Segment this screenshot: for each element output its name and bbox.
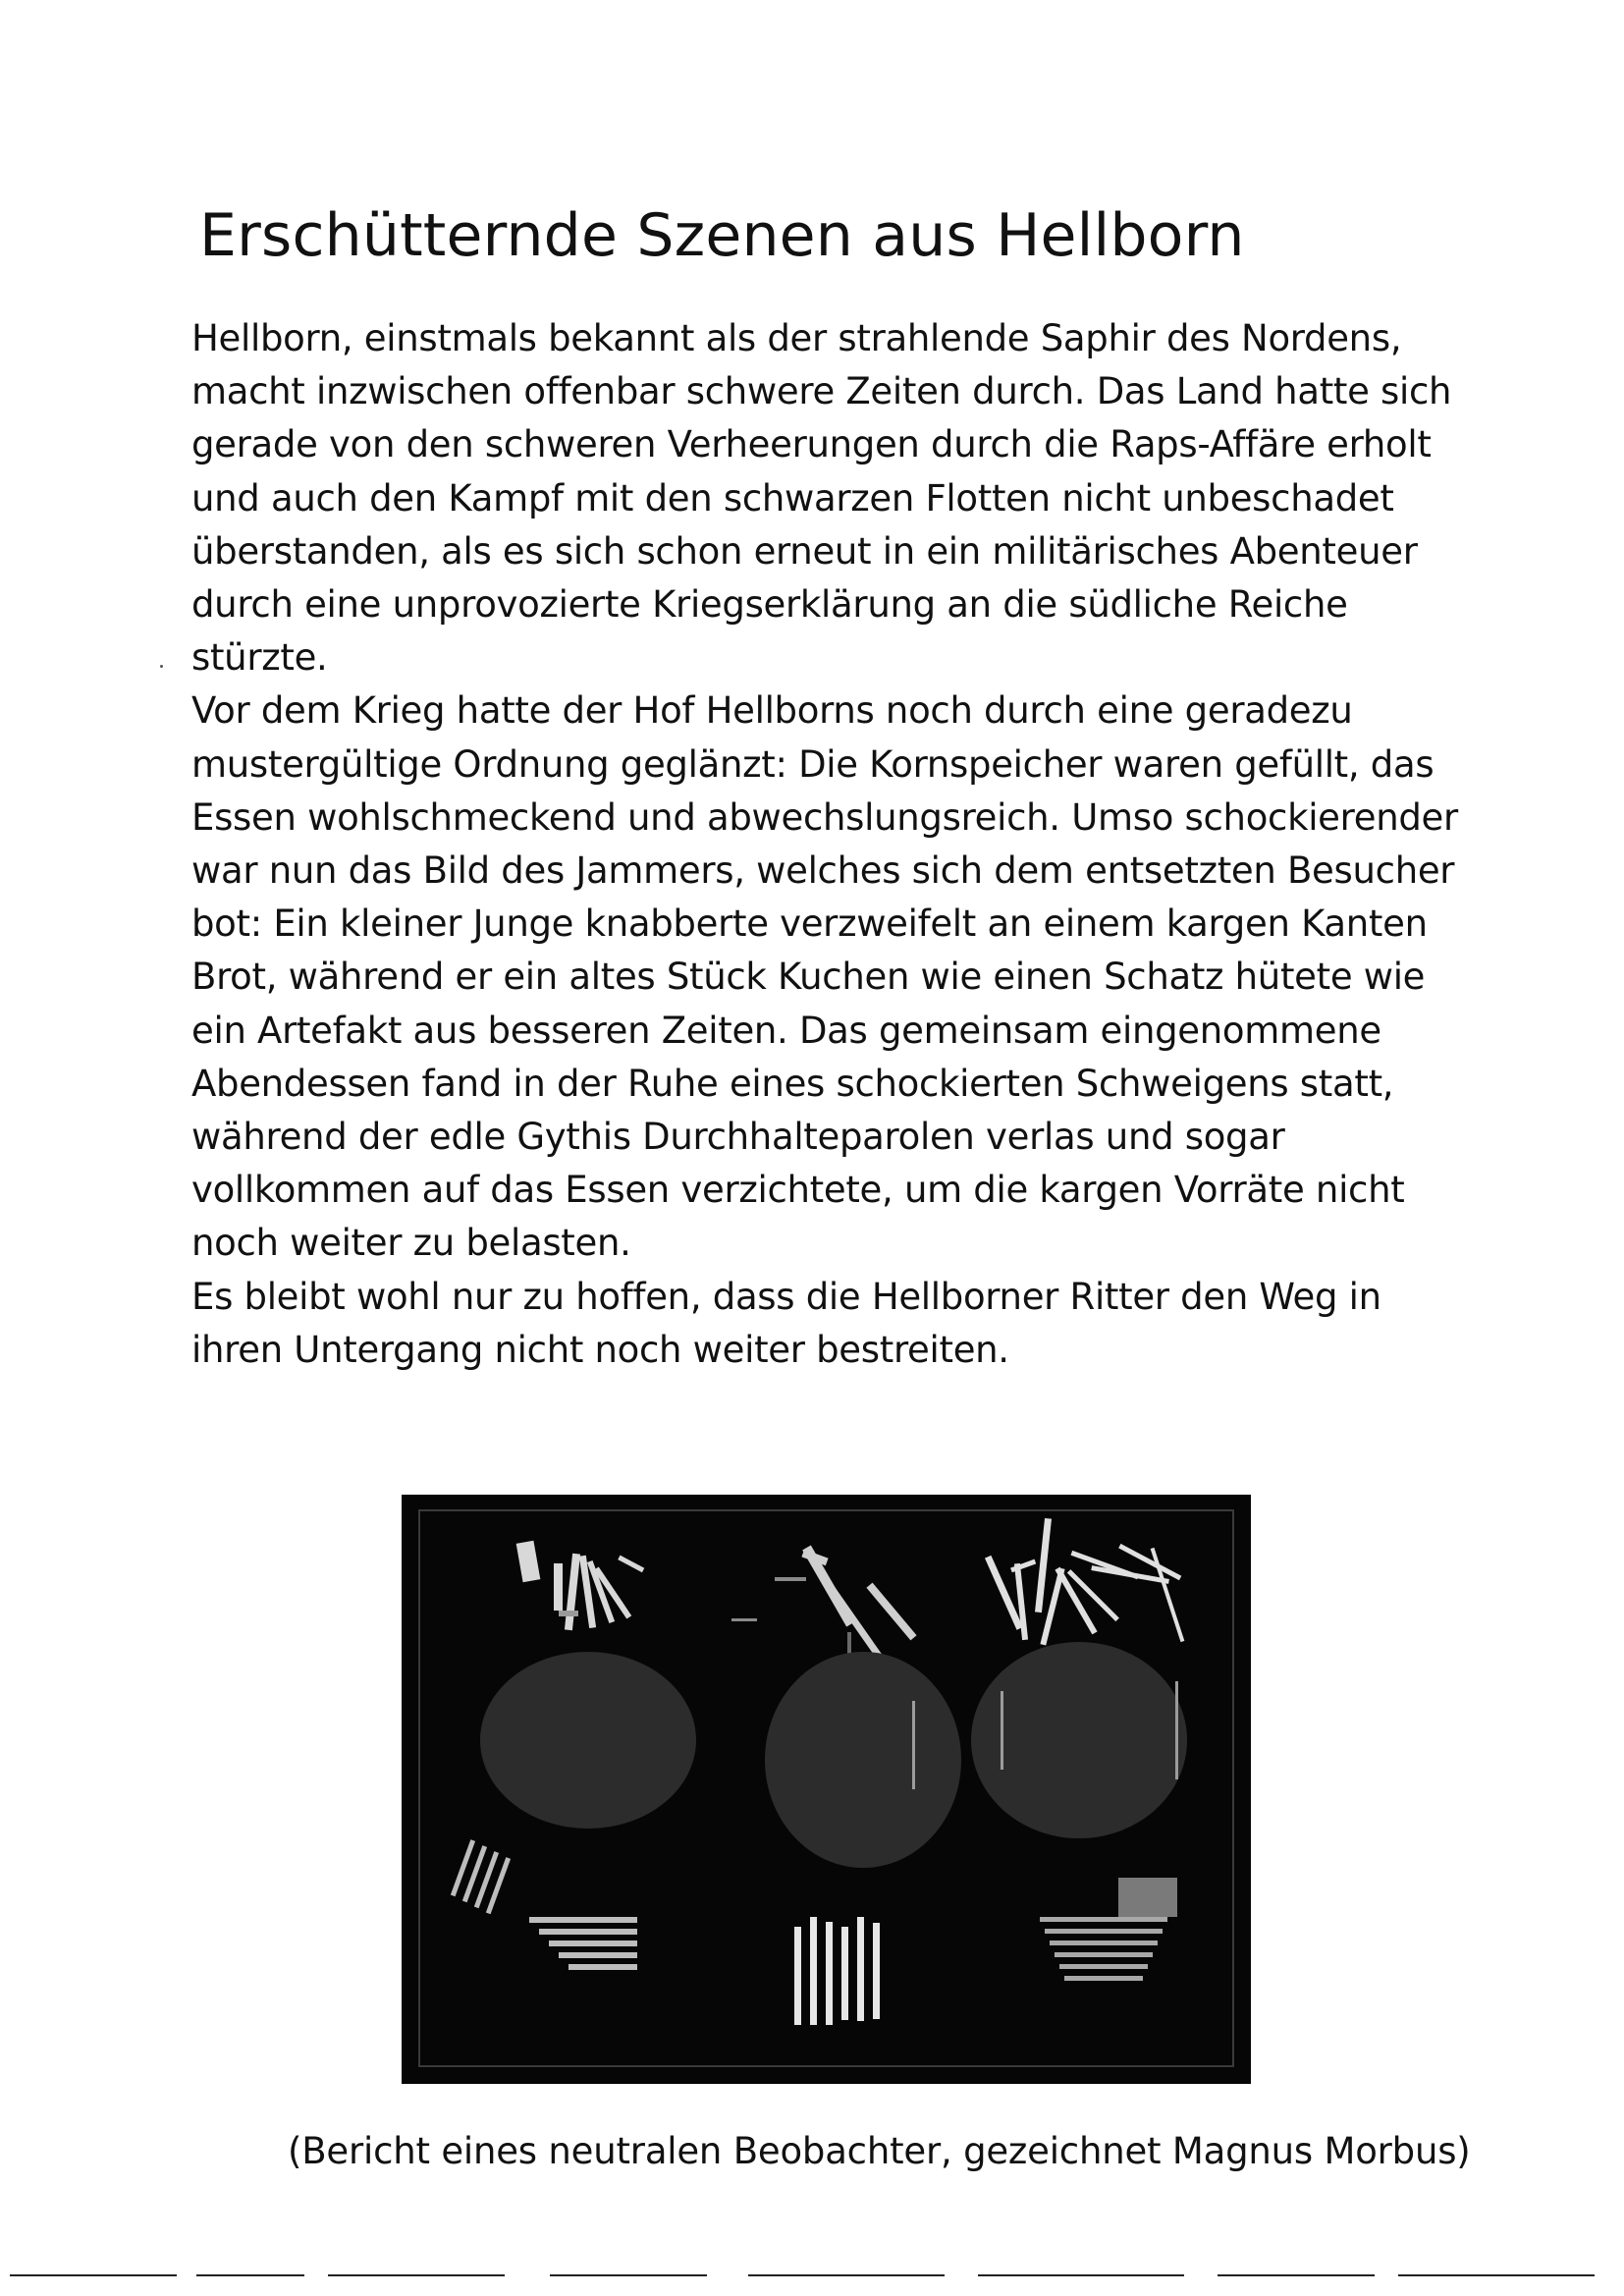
body-line: macht inzwischen offenbar schwere Zeiten durch. Das Land hatte sich [191,370,1452,413]
article-caption: (Bericht eines neutralen Beobachter, gezeichnet Magnus Morbus) [288,2130,1471,2172]
scan-speck [160,665,163,668]
body-line: noch weiter zu belasten. [191,1222,631,1265]
body-line: Essen wohlschmeckend und abwechslungsreich. Umso schockierender [191,795,1458,839]
body-line: Abendessen fand in der Ruhe eines schockierten Schweigens statt, [191,1062,1394,1105]
body-line: und auch den Kampf mit den schwarzen Flotten nicht unbeschadet [191,476,1394,519]
article-body [191,312,1488,1377]
body-line: bot: Ein kleiner Junge knabberte verzweifelt an einem kargen Kanten [191,902,1428,946]
body-line: Brot, während er ein altes Stück Kuchen wie einen Schatz hütete wie [191,956,1426,999]
body-line: Vor dem Krieg hatte der Hof Hellborns noch durch eine geradezu [191,689,1353,733]
body-line: durch eine unprovozierte Kriegserklärung an die südliche Reiche [191,583,1348,627]
scan-edge-lines [0,2274,1624,2278]
body-line: war nun das Bild des Jammers, welches sich dem entsetzten Besucher [191,849,1455,893]
article-title: Erschütternde Szenen aus Hellborn [199,201,1245,270]
body-line: überstanden, als es sich schon erneut in ein militärisches Abenteuer [191,529,1418,573]
body-line: mustergültige Ordnung geglänzt: Die Kornspeicher waren gefüllt, das [191,742,1435,786]
body-line: stürzte. [191,636,328,680]
body-line: Hellborn, einstmals bekannt als der strahlende Saphir des Nordens, [191,317,1402,359]
scene-photo [402,1495,1251,2084]
body-line: ein Artefakt aus besseren Zeiten. Das gemeinsam eingenommene [191,1009,1381,1052]
body-line: während der edle Gythis Durchhalteparolen verlas und sogar [191,1116,1285,1159]
body-line: vollkommen auf das Essen verzichtete, um die kargen Vorräte nicht [191,1169,1405,1212]
body-line: gerade von den schweren Verheerungen durch die Raps-Affäre erholt [191,423,1432,466]
scene-photo-graphic [402,1495,1251,2084]
body-line: ihren Untergang nicht noch weiter bestreiten. [191,1328,1009,1371]
body-line: Es bleibt wohl nur zu hoffen, dass die Hellborner Ritter den Weg in [191,1275,1381,1318]
